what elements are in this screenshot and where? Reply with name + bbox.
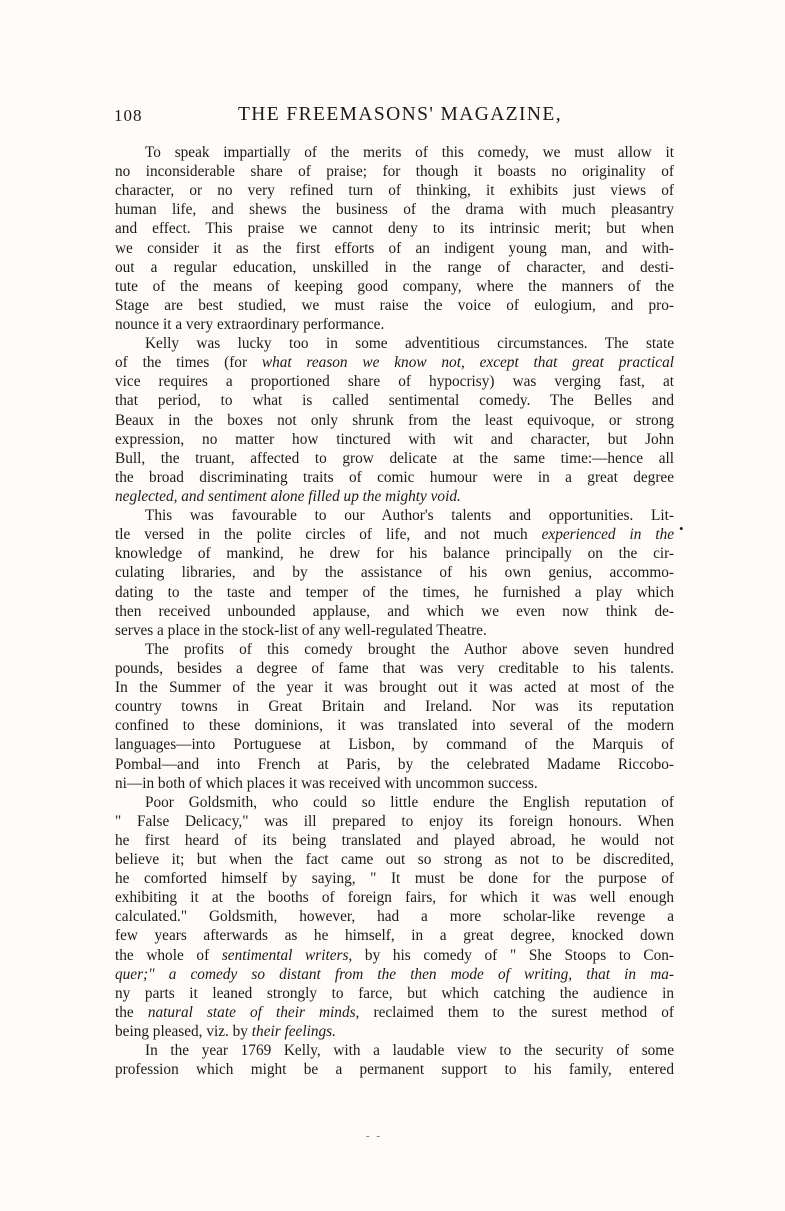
text-line [115, 258, 674, 277]
text-line [115, 774, 674, 793]
text-line [115, 372, 674, 391]
text-run: exhibiting it at the booths of foreign fairs, for which it was well enough [115, 889, 674, 907]
bottom-mark: - - [366, 1130, 383, 1142]
text-line [115, 391, 674, 410]
text-run: the [115, 1003, 148, 1021]
text-run: character, or no very refined turn of thinking, it exhibits just views of [115, 182, 674, 200]
text-run: by his comedy of " She Stoops to Con- [352, 946, 674, 964]
text-line [115, 926, 674, 945]
text-line [115, 984, 674, 1003]
text-line [115, 1003, 674, 1022]
italic-text: sentimental writers, [221, 946, 353, 964]
text-run: Kelly was lucky too in some adventitious circumstances. The state [145, 335, 674, 353]
text-run: no inconsiderable share of praise; for though it boasts no originality of [115, 163, 674, 181]
text-run: reclaimed them to the surest method of [359, 1003, 674, 1021]
text-run: serves a place in the stock-list of any well-regulated Theatre. [115, 621, 487, 639]
text-line [115, 143, 674, 162]
text-run: vice requires a proportioned share of hypocrisy) was verging fast, at [115, 373, 674, 391]
text-line [115, 353, 674, 372]
text-line [115, 315, 674, 334]
text-run: human life, and shews the business of the drama with much pleasantry [115, 201, 674, 219]
running-header [114, 104, 674, 130]
text-line [115, 678, 674, 697]
text-line [115, 411, 674, 430]
text-run: knowledge of mankind, he drew for his balance principally on the cir- [115, 545, 674, 563]
text-run: Beaux in the boxes not only shrunk from the least equivoque, or strong [115, 411, 674, 429]
text-run: dating to the taste and temper of the times, he furnished a play which [115, 583, 674, 601]
text-run: Pombal—and into French at Paris, by the celebrated Madame Riccobo- [115, 755, 674, 773]
text-line [115, 296, 674, 315]
text-run: being pleased, viz. by [115, 1023, 252, 1041]
italic-text: their feelings. [251, 1023, 336, 1041]
text-line [115, 697, 674, 716]
text-run: In the year 1769 Kelly, with a laudable view to the security of some [145, 1042, 674, 1060]
text-line [115, 563, 674, 582]
text-run: he first heard of its being translated and played abroad, he would not [115, 831, 674, 849]
text-line [115, 334, 674, 353]
italic-text: quer;" a comedy so distant from the then mode of writing, that in ma- [115, 965, 674, 983]
text-run: country towns in Great Britain and Ireland. Nor was its reputation [115, 698, 674, 716]
text-run: believe it; but when the fact came out so strong as not to be discredited, [115, 851, 674, 869]
text-line [115, 812, 674, 831]
text-line [115, 888, 674, 907]
text-run: he comforted himself by saying, " It must be done for the purpose of [115, 870, 674, 888]
text-line [115, 200, 674, 219]
text-line [115, 716, 674, 735]
text-run: ny parts it leaned strongly to farce, but which catching the audience in [115, 984, 674, 1002]
text-line [115, 640, 674, 659]
text-run: tle versed in the polite circles of life, and not much [115, 526, 542, 544]
text-run: then received unbounded applause, and which we even now think de- [115, 602, 674, 620]
text-run: In the Summer of the year it was brought out it was acted at most of the [115, 679, 674, 697]
text-line [115, 162, 674, 181]
text-line [115, 277, 674, 296]
text-line [115, 621, 674, 640]
journal-title: THE FREEMASONS' MAGAZINE, [238, 104, 562, 125]
text-run: profession which might be a permanent support to his family, entered [115, 1061, 674, 1079]
text-line [115, 907, 674, 926]
margin-mark: • [679, 521, 684, 536]
text-run: the broad discriminating traits of comic humour were in a great degree [115, 468, 674, 486]
text-run: tute of the means of keeping good company, where the manners of the [115, 277, 674, 295]
text-run: Bull, the truant, affected to grow delicate at the same time:—hence all [115, 449, 674, 467]
text-line [115, 965, 674, 984]
italic-text: experienced in the [541, 526, 675, 544]
text-run: few years afterwards as he himself, in a great degree, knocked down [115, 927, 674, 945]
text-run: expression, no matter how tinctured with wit and character, but John [115, 430, 674, 448]
text-line [115, 525, 674, 544]
text-run: To speak impartially of the merits of this comedy, we must allow it [145, 144, 674, 161]
text-line [115, 449, 674, 468]
text-run: we consider it as the first efforts of an indigent young man, and with- [115, 239, 674, 257]
text-run: that period, to what is called sentimental comedy. The Belles and [115, 392, 674, 410]
text-line [115, 735, 674, 754]
text-run: " False Delicacy," was ill prepared to enjoy its foreign honours. When [115, 812, 674, 830]
text-run: This was favourable to our Author's talents and opportunities. Lit- [145, 507, 674, 525]
text-line [115, 430, 674, 449]
page-number: 108 [114, 106, 143, 125]
text-line [115, 239, 674, 258]
text-line [115, 869, 674, 888]
text-line [115, 793, 674, 812]
text-line [115, 1022, 674, 1041]
text-line [115, 1060, 674, 1079]
text-line [115, 468, 674, 487]
text-run: nounce it a very extraordinary performance. [115, 315, 385, 333]
text-run: calculated." Goldsmith, however, had a more scholar-like revenge a [115, 908, 674, 926]
text-line [115, 602, 674, 621]
italic-text: neglected, and sentiment alone filled up the mighty void. [115, 487, 461, 505]
text-line [115, 583, 674, 602]
italic-text: what reason we know not, except that great practical [261, 354, 674, 372]
text-run: The profits of this comedy brought the Author above seven hundred [145, 640, 674, 658]
text-line [115, 946, 674, 965]
text-line [115, 219, 674, 238]
text-line [115, 544, 674, 563]
text-run: ni—in both of which places it was received with uncommon success. [115, 774, 538, 792]
text-line [115, 755, 674, 774]
article-body [115, 143, 674, 1079]
text-run: of the times (for [115, 354, 262, 372]
text-run: out a regular education, unskilled in the range of character, and desti- [115, 258, 674, 276]
text-line [115, 506, 674, 525]
text-line [115, 659, 674, 678]
italic-text: natural state of their minds, [147, 1003, 360, 1021]
text-run: Stage are best studied, we must raise the voice of eulogium, and pro- [115, 296, 674, 314]
text-line [115, 181, 674, 200]
text-run: Poor Goldsmith, who could so little endure the English reputation of [145, 793, 674, 811]
text-run: confined to these dominions, it was translated into several of the modern [115, 717, 674, 735]
text-line [115, 831, 674, 850]
text-line [115, 1041, 674, 1060]
text-run: languages—into Portuguese at Lisbon, by command of the Marquis of [115, 736, 674, 754]
text-run: the whole of [115, 946, 222, 964]
text-run: pounds, besides a degree of fame that was very creditable to his talents. [115, 659, 674, 677]
text-run: culating libraries, and by the assistance of his own genius, accommo- [115, 564, 674, 582]
text-line [115, 487, 674, 506]
text-run: and effect. This praise we cannot deny to its intrinsic merit; but when [115, 220, 674, 238]
text-line [115, 850, 674, 869]
